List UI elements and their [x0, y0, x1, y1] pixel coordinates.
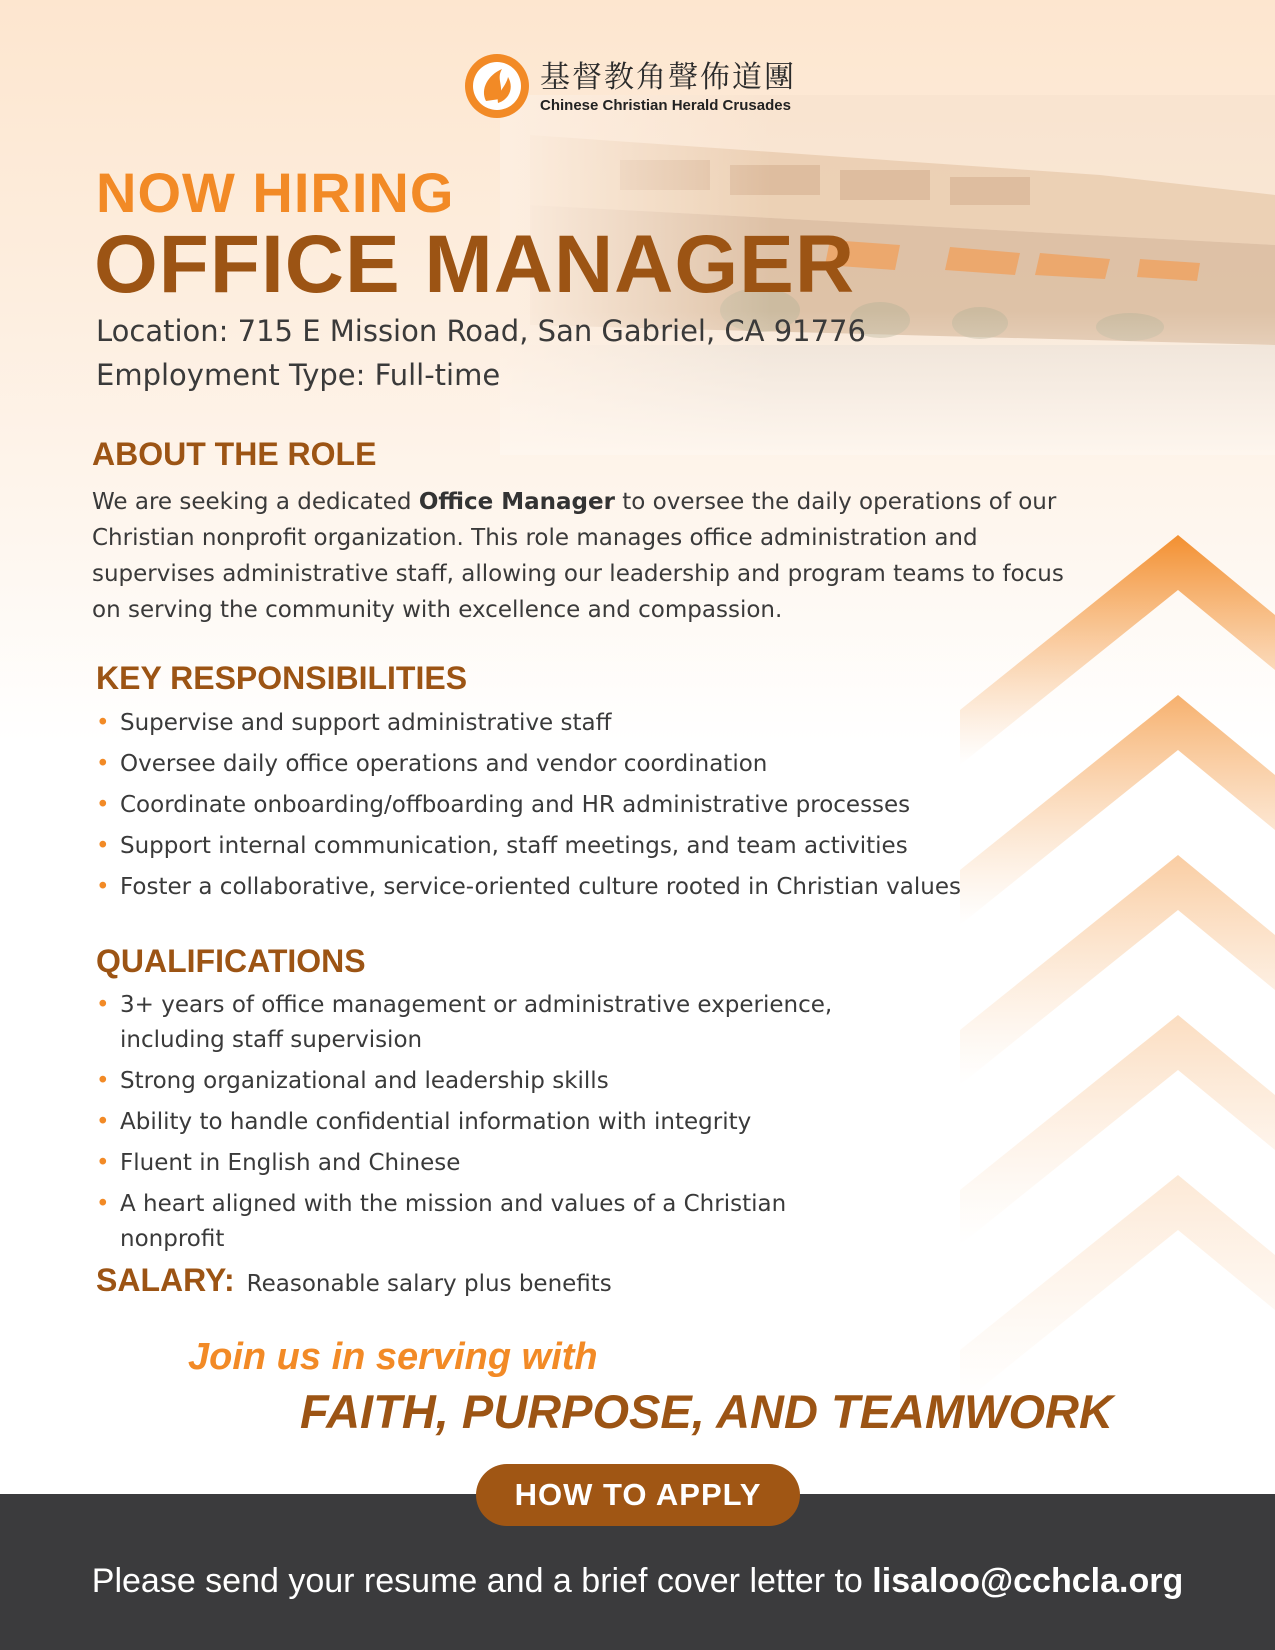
salary-value: Reasonable salary plus benefits [246, 1271, 612, 1297]
apply-instructions [0, 1562, 1275, 1601]
about-text-bold: Office Manager [418, 489, 615, 515]
employment-type: Employment Type: Full-time [96, 358, 501, 392]
list-item: • 3+ years of office management or administrative experience, including staff supervision [96, 988, 856, 1058]
flame-logo-icon [462, 51, 532, 121]
list-item: • Support internal communication, staff meetings, and team activities [96, 829, 996, 864]
closing-line-2: FAITH, PURPOSE, AND TEAMWORK [300, 1385, 1113, 1438]
about-text-start: We are seeking a dedicated [92, 489, 419, 515]
job-title: OFFICE MANAGER [94, 219, 856, 310]
list-item: • Oversee daily office operations and vendor coordination [96, 747, 996, 782]
salary-label: SALARY: [96, 1262, 235, 1298]
list-item: • Supervise and support administrative staff [96, 706, 996, 741]
about-heading: ABOUT THE ROLE [92, 436, 377, 472]
closing-line-1: Join us in serving with [188, 1336, 598, 1378]
decorative-chevrons [960, 535, 1275, 1435]
qualifications-heading: QUALIFICATIONS [96, 943, 366, 979]
salary-row [96, 1262, 612, 1299]
list-item: • Strong organizational and leadership skills [96, 1064, 856, 1099]
list-item: • A heart aligned with the mission and values of a Christian nonprofit [96, 1187, 856, 1257]
qualifications-list [96, 988, 856, 1263]
list-item: • Ability to handle confidential information with integrity [96, 1105, 856, 1140]
logo-chinese-name: 基督教角聲佈道團 [540, 59, 796, 95]
responsibilities-list [96, 706, 996, 911]
organization-logo [462, 50, 796, 122]
list-item: • Foster a collaborative, service-oriented culture rooted in Christian values [96, 870, 996, 905]
job-location: Location: 715 E Mission Road, San Gabriel, CA 91776 [96, 314, 866, 348]
logo-english-name: Chinese Christian Herald Crusades [540, 96, 791, 114]
apply-instruction-text: Please send your resume and a brief cover letter to [91, 1562, 873, 1600]
about-text-end: to oversee the daily operations of our Christian nonprofit organization. This role manages office administration and supervises administrative staff, allowing our leadership and program teams to focus on serving the community with excellence and compassion. [92, 489, 1064, 623]
how-to-apply-button[interactable]: HOW TO APPLY [476, 1464, 800, 1526]
responsibilities-heading: KEY RESPONSIBILITIES [96, 660, 468, 696]
list-item: • Coordinate onboarding/offboarding and HR administrative processes [96, 788, 996, 823]
apply-email-link[interactable]: lisaloo@cchcla.org [872, 1562, 1184, 1600]
now-hiring-heading: NOW HIRING [96, 161, 455, 224]
list-item: • Fluent in English and Chinese [96, 1146, 856, 1181]
about-paragraph [92, 484, 1092, 628]
